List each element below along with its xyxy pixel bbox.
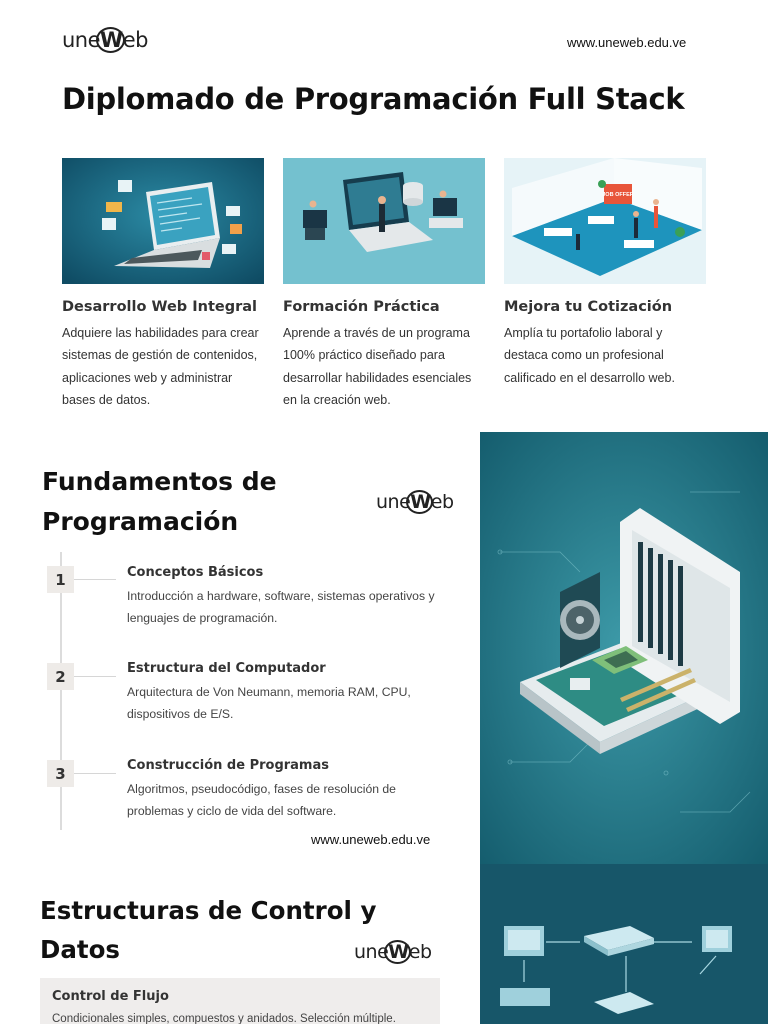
logo-w-mark: W (388, 941, 408, 963)
job-offer-sign: JOB OFFER (602, 192, 634, 198)
logo-w-mark: W (410, 491, 430, 513)
brand-logo-structures[interactable]: une W eb (354, 941, 432, 963)
control-flow-text: Condicionales simples, compuestos y anidados. Selección múltiple. (52, 1013, 396, 1024)
logo-text-left: une (62, 28, 101, 52)
step-title-3: Construcción de Programas (127, 758, 329, 773)
step-connector-1 (74, 579, 116, 580)
structures-title-line2: Datos (40, 935, 120, 964)
step-text-2: Arquitectura de Von Neumann, memoria RAM, CPU, dispositivos de E/S. (127, 685, 411, 721)
logo-text-right: eb (122, 28, 148, 52)
website-link-fundamentals[interactable]: www.uneweb.edu.ve (311, 832, 431, 847)
control-flow-card (40, 978, 440, 1024)
step-title-1: Conceptos Básicos (127, 565, 264, 580)
brand-logo-fundamentals[interactable]: une W eb (376, 491, 454, 513)
step-title-2: Estructura del Computador (127, 661, 326, 676)
laptop-illustration (62, 158, 264, 284)
office-illustration (504, 158, 706, 284)
fundamentals-title-line1: Fundamentos de (42, 467, 277, 496)
fundamentals-title-line2: Programación (42, 507, 239, 536)
logo-w-mark: W (100, 28, 123, 52)
motherboard-illustration (480, 432, 768, 864)
feature-text-career: Amplía tu portafolio laboral y destaca como un profesional calificado en el desarrollo web. (504, 326, 675, 385)
feature-title-career: Mejora tu Cotización (504, 299, 673, 315)
step-text-1: Introducción a hardware, software, sistemas operativos y lenguajes de programación. (127, 589, 435, 625)
website-link-top[interactable]: www.uneweb.edu.ve (567, 35, 687, 50)
developers-illustration (283, 158, 485, 284)
structures-title (40, 891, 376, 969)
step-number-2: 2 (47, 663, 74, 690)
brand-logo[interactable] (62, 28, 148, 52)
page-title: Diplomado de Programación Full Stack (62, 82, 685, 116)
feature-text-web: Adquiere las habilidades para crear sistemas de gestión de contenidos, aplicaciones web y administrar bases de datos. (62, 326, 259, 407)
control-flow-title: Control de Flujo (52, 989, 169, 1004)
flowchart-illustration (480, 864, 768, 1024)
feature-title-web: Desarrollo Web Integral (62, 299, 258, 315)
feature-title-practice: Formación Práctica (283, 299, 440, 315)
structures-title-line1: Estructuras de Control y (40, 896, 377, 925)
fundamentals-title (42, 462, 277, 542)
step-text-3: Algoritmos, pseudocódigo, fases de resolución de problemas y ciclo de vida del software. (127, 782, 396, 818)
feature-text-practice: Aprende a través de un programa 100% práctico diseñado para desarrollar habilidades esenciales en la creación web. (283, 326, 472, 407)
step-connector-3 (74, 773, 116, 774)
step-number-3: 3 (47, 760, 74, 787)
timeline-line (60, 552, 62, 830)
step-number-1: 1 (47, 566, 74, 593)
step-connector-2 (74, 676, 116, 677)
